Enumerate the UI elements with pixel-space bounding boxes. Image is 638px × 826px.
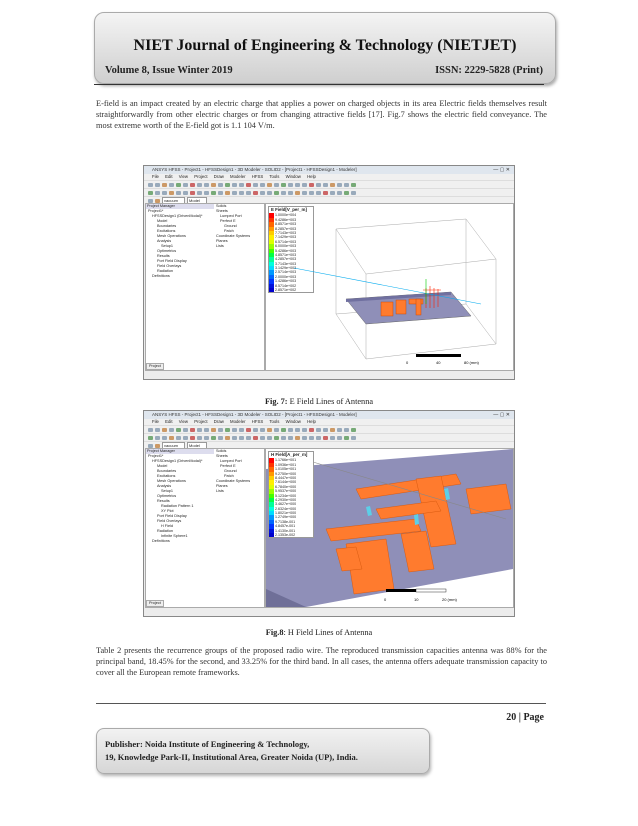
toolbar-icon[interactable]: [162, 436, 167, 440]
toolbar-icon[interactable]: [176, 183, 181, 187]
project-tree: [146, 454, 214, 544]
toolbar-icon[interactable]: [351, 436, 356, 440]
toolbar-icon[interactable]: [302, 428, 307, 432]
legend-value: 1.4286e+003: [275, 279, 297, 284]
menu-hfss[interactable]: HFSS: [251, 174, 264, 179]
legend-value: 5.4286e+003: [275, 248, 297, 253]
toolbar-icon[interactable]: [337, 191, 342, 195]
toolbar-icon[interactable]: [253, 428, 258, 432]
tree-item[interactable]: Field Overlays: [157, 264, 182, 268]
issn-info: ISSN: 2229-5828 (Print): [435, 65, 543, 76]
tree-item[interactable]: Setup1: [161, 244, 174, 248]
tree-item[interactable]: H Field: [161, 524, 174, 528]
toolbar-icon[interactable]: [162, 183, 167, 187]
legend-value: 7.1429e+003: [275, 235, 297, 240]
toolbar-icon[interactable]: [323, 183, 328, 187]
toolbar-icon[interactable]: [204, 191, 209, 195]
legend-value: 3.4627e+000: [275, 502, 297, 507]
legend-swatch: [269, 533, 274, 537]
menu-draw[interactable]: Draw: [213, 174, 224, 179]
toolbar-icon[interactable]: [232, 191, 237, 195]
project-tab[interactable]: Project: [146, 363, 164, 370]
scale-bar-segment: [416, 589, 446, 592]
scale-bar: [416, 354, 461, 357]
toolbar-icon[interactable]: [155, 199, 160, 203]
project-manager-label: Project Manager: [146, 204, 214, 209]
page-number: 20 | Page: [506, 712, 544, 723]
menu-help[interactable]: Help: [307, 174, 316, 179]
toolbar-icon[interactable]: [204, 436, 209, 440]
model-tree-item[interactable]: Sheets: [216, 454, 228, 458]
figure-8-caption-text: : H Field Lines of Antenna: [283, 628, 373, 637]
menu-file[interactable]: File: [152, 419, 159, 424]
tree-item[interactable]: Model: [157, 464, 168, 468]
legend-value: 1.0000e+004: [275, 213, 297, 218]
scale-label-2: 20 (mm): [442, 597, 457, 602]
tree-item[interactable]: HFSSDesign1 (DrivenModal)*: [152, 214, 203, 218]
toolbar-icon[interactable]: [330, 191, 335, 195]
legend-value: 6.5714e+003: [275, 239, 297, 244]
toolbar-icon[interactable]: [183, 436, 188, 440]
toolbar-icon[interactable]: [323, 191, 328, 195]
model-tree-item[interactable]: Planes: [216, 239, 228, 243]
toolbar-icon[interactable]: [316, 191, 321, 195]
model-tree-item[interactable]: Solids: [216, 204, 227, 208]
toolbar-icon[interactable]: [211, 428, 216, 432]
toolbar-icon[interactable]: [281, 183, 286, 187]
toolbar-icon[interactable]: [316, 183, 321, 187]
tree-item[interactable]: XY Plot: [161, 509, 174, 513]
legend-value: 6.0000e+003: [275, 244, 297, 249]
legend-value: 2.8571e+002: [275, 288, 297, 293]
toolbar-icon[interactable]: [162, 428, 167, 432]
fig7-model-render: [266, 204, 513, 370]
fig7-window-titlebar: [144, 166, 514, 174]
legend-value: 4.8571e+003: [275, 252, 297, 257]
legend-value: 9.7138e-001: [275, 519, 296, 524]
toolbar-icon[interactable]: [330, 428, 335, 432]
material-dropdown[interactable]: vacuum: [162, 197, 185, 204]
tree-item[interactable]: Results: [157, 254, 170, 258]
project-manager-label: Project Manager: [146, 449, 214, 454]
intro-paragraph: E-field is an impact created by an electric charge that applies a power on charged objects in its area Electric fields themselves result straightforwardly from other electric charges or from changing attractive fields [17]. Fig.7 shows the electric field conveyance. The most extreme worth of the E-field got is 1.1 104 V/m.: [96, 99, 547, 131]
toolbar-icon[interactable]: [267, 191, 272, 195]
tree-item[interactable]: Radiation: [157, 529, 174, 533]
tree-item[interactable]: Setup1: [161, 489, 174, 493]
toolbar-icon[interactable]: [162, 191, 167, 195]
tree-item[interactable]: Analysis: [157, 239, 172, 243]
menu-hfss[interactable]: HFSS: [251, 419, 264, 424]
tree-item[interactable]: Infinite Sphere1: [161, 534, 188, 538]
legend-value: 9.2750e+000: [275, 471, 297, 476]
toolbar-icon[interactable]: [295, 428, 300, 432]
tree-item[interactable]: Model: [157, 219, 168, 223]
tree-item[interactable]: Boundaries: [157, 224, 177, 228]
legend-value: 1.8021e+000: [275, 511, 297, 516]
toolbar-icon[interactable]: [288, 183, 293, 187]
scale-label-1: 40: [436, 360, 441, 365]
toolbar-icon[interactable]: [169, 191, 174, 195]
toolbar-icon[interactable]: [148, 199, 153, 203]
model-tree-item[interactable]: Patch: [224, 474, 234, 478]
tree-item[interactable]: Definitions: [152, 274, 170, 278]
toolbar-icon[interactable]: [323, 428, 328, 432]
toolbar-icon[interactable]: [225, 191, 230, 195]
menu-window[interactable]: Window: [285, 174, 301, 179]
toolbar-icon[interactable]: [281, 436, 286, 440]
toolbar-icon[interactable]: [225, 436, 230, 440]
toolbar-icon[interactable]: [246, 428, 251, 432]
tree-item[interactable]: HFSSDesign1 (DrivenModal)*: [152, 459, 203, 463]
bounding-box-wireframe: [336, 219, 496, 359]
figure-7-label: Fig. 7:: [264, 397, 288, 406]
legend-value: 1.0105e+001: [275, 467, 297, 472]
legend-scale: [269, 458, 313, 537]
toolbar-icon[interactable]: [288, 428, 293, 432]
toolbar-icon[interactable]: [225, 428, 230, 432]
toolbar-icon[interactable]: [344, 191, 349, 195]
model-tree-item[interactable]: Patch: [224, 229, 234, 233]
menu-modeler[interactable]: Modeler: [230, 174, 246, 179]
toolbar-icon[interactable]: [288, 191, 293, 195]
toolbar-icon[interactable]: [218, 183, 223, 187]
toolbar-icon[interactable]: [218, 436, 223, 440]
toolbar-icon[interactable]: [253, 436, 258, 440]
toolbar-icon[interactable]: [239, 428, 244, 432]
legend-value: 6.7840e+000: [275, 484, 297, 489]
volume-info: Volume 8, Issue Winter 2019: [105, 65, 233, 76]
legend-row: [269, 533, 313, 537]
toolbar-icon[interactable]: [169, 428, 174, 432]
window-controls-icon: — ▢ ✕: [493, 412, 510, 418]
scale-label-2: 80 (mm): [464, 360, 479, 365]
fig8-window-titlebar: [144, 411, 514, 419]
fig7-window-title: ANSYS HFSS - Project1 - HFSSDesign1 - 3D Modeler - SOLID2 - [Project1 - HFSSDesign1 - Modeler]: [152, 167, 357, 172]
toolbar-icon[interactable]: [330, 436, 335, 440]
model-tree-item[interactable]: Ground: [224, 469, 237, 473]
toolbar-icon[interactable]: [309, 191, 314, 195]
toolbar-icon[interactable]: [169, 183, 174, 187]
menu-view[interactable]: View: [178, 419, 188, 424]
toolbar-icon[interactable]: [288, 436, 293, 440]
fig7-toolbar-1: [144, 180, 514, 188]
legend-value: 5.9537e+000: [275, 489, 297, 494]
toolbar-icon[interactable]: [148, 183, 153, 187]
tree-item[interactable]: Radiation Pattern 1: [161, 504, 194, 508]
toolbar-icon[interactable]: [155, 428, 160, 432]
toolbar-icon[interactable]: [197, 191, 202, 195]
toolbar-icon[interactable]: [239, 183, 244, 187]
tree-item[interactable]: Mesh Operations: [157, 479, 186, 483]
toolbar-icon[interactable]: [351, 183, 356, 187]
menu-help[interactable]: Help: [307, 419, 316, 424]
toolbar-icon[interactable]: [218, 428, 223, 432]
figure-7-caption: [0, 397, 638, 406]
toolbar-icon[interactable]: [155, 191, 160, 195]
tree-item[interactable]: Definitions: [152, 539, 170, 543]
toolbar-icon[interactable]: [225, 183, 230, 187]
toolbar-icon[interactable]: [302, 183, 307, 187]
fig7-3d-viewport[interactable]: [265, 203, 514, 371]
journal-header: [94, 12, 556, 84]
legend-value: 1.1766e+001: [275, 458, 297, 463]
toolbar-icon[interactable]: [274, 428, 279, 432]
legend-value: 3.7143e+003: [275, 261, 297, 266]
toolbar-icon[interactable]: [190, 191, 195, 195]
toolbar-icon[interactable]: [302, 191, 307, 195]
fig8-3d-viewport[interactable]: [265, 448, 514, 608]
toolbar-icon[interactable]: [204, 183, 209, 187]
menu-edit[interactable]: Edit: [165, 419, 173, 424]
fig8-project-manager: [145, 448, 215, 608]
toolbar-icon[interactable]: [183, 183, 188, 187]
menu-project[interactable]: Project: [194, 419, 208, 424]
menu-file[interactable]: File: [152, 174, 159, 179]
toolbar-icon[interactable]: [344, 436, 349, 440]
toolbar-icon[interactable]: [281, 191, 286, 195]
toolbar-icon[interactable]: [260, 183, 265, 187]
legend-value: 4.8457e-001: [275, 524, 296, 529]
toolbar-icon[interactable]: [344, 428, 349, 432]
toolbar-icon[interactable]: [274, 183, 279, 187]
tree-item[interactable]: Optimetrics: [157, 249, 177, 253]
toolbar-icon[interactable]: [253, 183, 258, 187]
figure-7-screenshot: [143, 165, 515, 380]
menu-project[interactable]: Project: [194, 174, 208, 179]
model-tree-item[interactable]: Planes: [216, 484, 228, 488]
tree-item[interactable]: Port Field Display: [157, 259, 187, 263]
toolbar-icon[interactable]: [211, 436, 216, 440]
tree-item[interactable]: Mesh Operations: [157, 234, 186, 238]
fig7-project-manager: [145, 203, 215, 371]
legend-value: 4.2930e+000: [275, 497, 297, 502]
toolbar-icon[interactable]: [316, 428, 321, 432]
toolbar-icon[interactable]: [197, 436, 202, 440]
toolbar-icon[interactable]: [295, 183, 300, 187]
publisher-box: [96, 728, 430, 774]
menu-tools[interactable]: Tools: [269, 174, 280, 179]
toolbar-icon[interactable]: [260, 191, 265, 195]
fig8-model-tree: [214, 448, 265, 608]
header-divider: [94, 84, 544, 85]
publisher-line-2: 19, Knowledge Park-II, Institutional Area, Greater Noida (UP), India.: [105, 752, 358, 762]
figure-8-screenshot: [143, 410, 515, 617]
toolbar-icon[interactable]: [155, 183, 160, 187]
toolbar-icon[interactable]: [197, 428, 202, 432]
model-tree-item[interactable]: Sheets: [216, 209, 228, 213]
toolbar-icon[interactable]: [323, 436, 328, 440]
toolbar-icon[interactable]: [204, 428, 209, 432]
legend-value: 3.1429e+003: [275, 266, 297, 271]
toolbar-icon[interactable]: [190, 428, 195, 432]
toolbar-icon[interactable]: [253, 191, 258, 195]
model-tree-item[interactable]: Lists: [216, 244, 224, 248]
legend-value: 8.8571e+003: [275, 222, 297, 227]
toolbar-icon[interactable]: [232, 183, 237, 187]
menu-view[interactable]: View: [178, 174, 188, 179]
toolbar-icon[interactable]: [295, 191, 300, 195]
view-dropdown[interactable]: Model: [187, 442, 207, 449]
toolbar-icon[interactable]: [155, 444, 160, 448]
figure-7-caption-text: E Field Lines of Antenna: [289, 397, 374, 406]
model-tree-item[interactable]: Perfect E: [220, 464, 236, 468]
tree-item[interactable]: Radiation: [157, 269, 174, 273]
figure-8-caption: [0, 628, 638, 637]
fig8-window-title: ANSYS HFSS - Project1 - HFSSDesign1 - 3D Modeler - SOLID2 - [Project1 - HFSSDesign1 - Modeler]: [152, 412, 357, 417]
legend-value: 8.4447e+000: [275, 475, 297, 480]
toolbar-icon[interactable]: [351, 191, 356, 195]
toolbar-icon[interactable]: [267, 436, 272, 440]
fig8-legend: [268, 451, 314, 538]
project-tree: [146, 209, 214, 279]
toolbar-icon[interactable]: [309, 436, 314, 440]
toolbar-icon[interactable]: [176, 191, 181, 195]
toolbar-icon[interactable]: [309, 183, 314, 187]
menu-window[interactable]: Window: [285, 419, 301, 424]
toolbar-icon[interactable]: [267, 428, 272, 432]
toolbar-icon[interactable]: [246, 191, 251, 195]
footer-divider: [96, 703, 546, 704]
toolbar-icon[interactable]: [344, 183, 349, 187]
toolbar-icon[interactable]: [239, 191, 244, 195]
toolbar-icon[interactable]: [148, 428, 153, 432]
model-tree-item[interactable]: Coordinate Systems: [216, 234, 251, 238]
tree-item[interactable]: Boundaries: [157, 469, 177, 473]
toolbar-icon[interactable]: [337, 183, 342, 187]
toolbar-icon[interactable]: [148, 191, 153, 195]
legend-value: 1.4130e-001: [275, 528, 296, 533]
journal-title: NIET Journal of Engineering & Technology (NIETJET): [133, 37, 517, 54]
toolbar-icon[interactable]: [211, 191, 216, 195]
legend-value: 4.2857e+003: [275, 257, 297, 262]
fig7-model-tree: [214, 203, 265, 371]
model-tree-item[interactable]: Solids: [216, 449, 227, 453]
legend-value: 2.6324e+000: [275, 506, 297, 511]
fig8-toolbar-2: [144, 433, 514, 441]
toolbar-icon[interactable]: [148, 436, 153, 440]
scale-label-1: 10: [414, 597, 419, 602]
toolbar-icon[interactable]: [155, 436, 160, 440]
toolbar-icon[interactable]: [176, 436, 181, 440]
toolbar-icon[interactable]: [169, 436, 174, 440]
toolbar-icon[interactable]: [260, 436, 265, 440]
tree-item[interactable]: Excitations: [157, 474, 176, 478]
toolbar-icon[interactable]: [309, 428, 314, 432]
legend-value: 2.5714e+003: [275, 270, 297, 275]
toolbar-icon[interactable]: [148, 444, 153, 448]
toolbar-icon[interactable]: [239, 436, 244, 440]
model-tree-item[interactable]: Lumped Port: [220, 459, 242, 463]
toolbar-icon[interactable]: [218, 191, 223, 195]
legend-value: 8.2857e+003: [275, 226, 297, 231]
window-controls-icon: — ▢ ✕: [493, 167, 510, 173]
toolbar-icon[interactable]: [316, 436, 321, 440]
tree-item[interactable]: Project1*: [148, 454, 164, 458]
tree-item[interactable]: Port Field Display: [157, 514, 187, 518]
toolbar-icon[interactable]: [183, 191, 188, 195]
toolbar-icon[interactable]: [281, 428, 286, 432]
tree-item[interactable]: Project1*: [148, 209, 164, 213]
toolbar-icon[interactable]: [211, 183, 216, 187]
project-tab[interactable]: Project: [146, 600, 164, 607]
material-dropdown[interactable]: vacuum: [162, 442, 185, 449]
toolbar-icon[interactable]: [246, 183, 251, 187]
toolbar-icon[interactable]: [330, 183, 335, 187]
tree-item[interactable]: Results: [157, 499, 170, 503]
model-tree-item[interactable]: Ground: [224, 224, 237, 228]
toolbar-icon[interactable]: [232, 428, 237, 432]
toolbar-icon[interactable]: [302, 436, 307, 440]
legend-value: 9.4286e+003: [275, 217, 297, 222]
model-tree-item[interactable]: Coordinate Systems: [216, 479, 251, 483]
toolbar-icon[interactable]: [232, 436, 237, 440]
toolbar-icon[interactable]: [274, 191, 279, 195]
toolbar-icon[interactable]: [337, 436, 342, 440]
toolbar-icon[interactable]: [351, 428, 356, 432]
toolbar-icon[interactable]: [246, 436, 251, 440]
legend-value: 7.7143e+003: [275, 230, 297, 235]
fig7-toolbar-2: [144, 188, 514, 196]
legend-value: 2.1353e-002: [275, 533, 296, 538]
legend-value: 1.2749e+000: [275, 515, 297, 520]
toolbar-icon[interactable]: [190, 183, 195, 187]
legend-value: 7.6144e+000: [275, 480, 297, 485]
toolbar-icon[interactable]: [176, 428, 181, 432]
menu-edit[interactable]: Edit: [165, 174, 173, 179]
legend-value: 1.0936e+001: [275, 462, 297, 467]
legend-value: 8.5714e+002: [275, 283, 297, 288]
scale-label-0: 0: [384, 597, 387, 602]
menu-modeler[interactable]: Modeler: [230, 419, 246, 424]
toolbar-icon[interactable]: [267, 183, 272, 187]
legend-title: E Field[V_per_m]: [271, 207, 307, 212]
scale-label-0: 0: [406, 360, 409, 365]
menu-tools[interactable]: Tools: [269, 419, 280, 424]
toolbar-icon[interactable]: [197, 183, 202, 187]
toolbar-icon[interactable]: [183, 428, 188, 432]
model-tree-item[interactable]: Lists: [216, 489, 224, 493]
tree-item[interactable]: Field Overlays: [157, 519, 182, 523]
figure-8-label: Fig.8: [265, 628, 284, 637]
publisher-line-1: Publisher: Noida Institute of Engineering & Technology,: [105, 739, 310, 749]
model-tree-item[interactable]: Lumped Port: [220, 214, 242, 218]
tree-item[interactable]: Optimetrics: [157, 494, 177, 498]
legend-value: 2.0000e+003: [275, 274, 297, 279]
toolbar-icon[interactable]: [190, 436, 195, 440]
tree-item[interactable]: Excitations: [157, 229, 176, 233]
closing-paragraph: Table 2 presents the recurrence groups of the proposed radio wire. The reproduced transmission capacities antenna was 88% for the principal band, 18.45% for the second, and 33.25% for the third band. In all cases, the antenna offers adequate transmission capacity to cover all the European remote frameworks.: [96, 646, 547, 678]
model-tree-item[interactable]: Perfect E: [220, 219, 236, 223]
tree-item[interactable]: Analysis: [157, 484, 172, 488]
view-dropdown[interactable]: Model: [187, 197, 207, 204]
legend-value: 5.1234e+000: [275, 493, 297, 498]
fig8-toolbar-1: [144, 425, 514, 433]
legend-title: H Field[A_per_m]: [271, 452, 308, 457]
toolbar-icon[interactable]: [274, 436, 279, 440]
toolbar-icon[interactable]: [337, 428, 342, 432]
menu-draw[interactable]: Draw: [213, 419, 224, 424]
toolbar-icon[interactable]: [260, 428, 265, 432]
toolbar-icon[interactable]: [295, 436, 300, 440]
